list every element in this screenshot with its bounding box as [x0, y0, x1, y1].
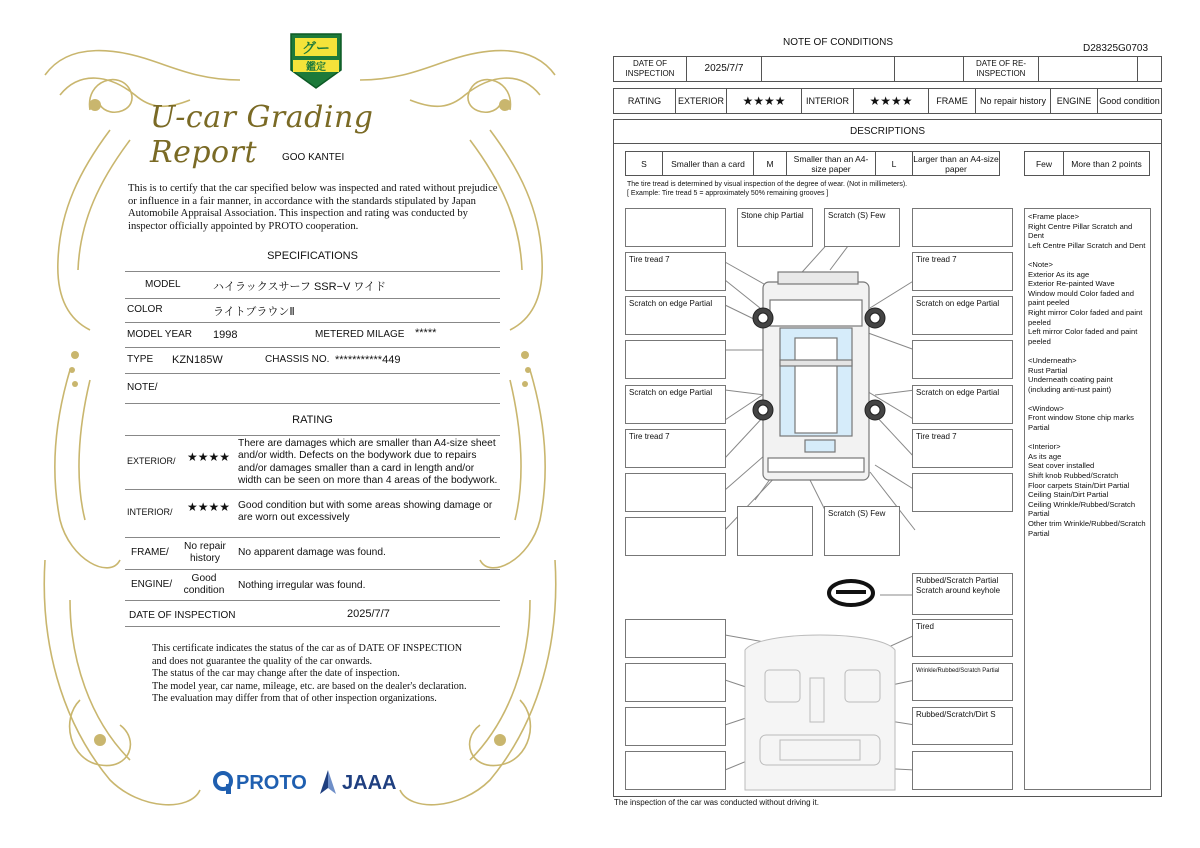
desc-box-scratch-edge-right-2: Scratch on edge Partial	[912, 385, 1013, 424]
color-label: COLOR	[127, 304, 163, 315]
spec-row-type	[125, 347, 500, 374]
desc-box-empty	[625, 208, 726, 247]
badge-top-text: グー	[302, 40, 330, 56]
engine-label: ENGINE	[1051, 89, 1098, 113]
tire-note	[627, 180, 907, 198]
badge-bottom-text: 鑑定	[306, 62, 326, 73]
re-inspection-label: DATE OF RE-INSPECTION	[964, 57, 1039, 81]
side-note-line: <Frame place>	[1028, 212, 1080, 221]
desc-box-scratch-few-top: Scratch (S) Few	[824, 208, 900, 247]
frame-value: No repair history	[976, 89, 1051, 113]
interior-label: INTERIOR	[802, 89, 854, 113]
model-value: ハイラックスサーフ SSR−V ワイド	[213, 281, 387, 293]
side-note-line: As its age	[1028, 451, 1062, 461]
side-note-line: Right Centre Pillar Scratch and Dent	[1028, 221, 1133, 241]
certification-text: This is to certify that the car specified below was inspected and rated without prejudice or influence in a fair manner, in accordance with the standards stipulated by Japan Automobile Appraisal Association. This inspection and rating was conducted by inspector officially appointed by PROTO cooperation.	[128, 183, 498, 232]
proto-logo-icon	[212, 770, 234, 796]
inspection-date-row	[613, 56, 1162, 82]
side-note-line: Shift knob Rubbed/Scratch	[1028, 471, 1119, 481]
side-note-line: Left Centre Pillar Scratch and Dent	[1028, 240, 1146, 250]
footer-line: The evaluation may differ from that of other inspection organizations.	[152, 693, 437, 704]
desc-box-tire-rear-right: Tire tread 7	[912, 429, 1013, 468]
descriptions-heading: DESCRIPTIONS	[613, 119, 1162, 144]
jaaa-logo: JAAA	[342, 772, 397, 794]
desc-box-steering: Rubbed/Scratch Partial Scratch around keyhole	[912, 573, 1013, 615]
side-note-line	[1028, 433, 1147, 443]
chassis-label: CHASSIS NO.	[265, 354, 330, 365]
legend-s-text: Smaller than a card	[663, 152, 754, 175]
mileage-label: METERED MILAGE	[315, 329, 405, 340]
specifications-heading: SPECIFICATIONS	[267, 250, 358, 262]
legend-m: M	[754, 152, 787, 175]
desc-box-empty	[912, 340, 1013, 379]
inspection-date-label: DATE OF INSPECTION	[129, 610, 236, 621]
re-inspection-date	[1039, 57, 1138, 81]
desc-box-scratch-few-bottom: Scratch (S) Few	[824, 506, 900, 556]
spec-row-note	[125, 373, 500, 404]
mileage-value: *****	[415, 327, 437, 339]
interior-text: Good condition but with some areas showing damage or are worn out excessively	[238, 500, 493, 524]
side-note-line: Ceiling Wrinkle/Rubbed/Scratch Partial	[1028, 499, 1136, 519]
desc-box-wrinkle: Wrinkle/Rubbed/Scratch Partial	[912, 663, 1013, 701]
rating-heading: RATING	[292, 414, 333, 426]
interior-stars: ★★★★	[854, 89, 929, 113]
side-note-line: Exterior As its age	[1028, 269, 1090, 279]
side-note-line: Left mirror Color faded and paint peeled	[1028, 327, 1138, 346]
side-note-line: Rust Partial	[1028, 365, 1068, 375]
few-legend	[1024, 151, 1150, 176]
rating-row-frame	[125, 537, 500, 570]
rating-row	[613, 88, 1162, 114]
side-notes-list	[1028, 212, 1147, 538]
rating-row-exterior	[125, 436, 500, 490]
desc-box-empty	[912, 751, 1013, 790]
desc-box-tire-front-right: Tire tread 7	[912, 252, 1013, 291]
desc-box-stone-chip: Stone chip Partial	[737, 208, 813, 247]
chassis-value: ***********449	[335, 354, 401, 366]
desc-box-tire-front-left: Tire tread 7	[625, 252, 726, 291]
type-value: KZN185W	[172, 354, 223, 366]
side-notes	[1024, 208, 1151, 790]
color-value: ライトブラウンⅡ	[213, 306, 295, 318]
engine-text: Nothing irregular was found.	[238, 580, 366, 591]
engine-value: Good condition	[183, 573, 225, 597]
desc-box-empty	[625, 517, 726, 556]
side-note-line: <Note>	[1028, 259, 1053, 269]
spec-row-color	[125, 298, 500, 323]
spec-row-year	[125, 322, 500, 348]
side-note-line: Seat cover installed	[1028, 461, 1095, 471]
legend-few-text: More than 2 points	[1071, 158, 1142, 169]
footer-line: The model year, car name, mileage, etc. are based on the dealer's declaration.	[152, 680, 467, 692]
exterior-stars: ★★★★	[727, 89, 802, 113]
side-note-line: <Interior>	[1028, 442, 1061, 452]
desc-box-empty	[625, 663, 726, 702]
footer-line: This certificate indicates the status of the car as of DATE OF INSPECTION and does not guarantee the quality of the car onwards.	[152, 643, 463, 667]
certificate-footer	[152, 643, 472, 706]
side-note-line	[1028, 394, 1147, 404]
blank-cell	[762, 57, 895, 81]
legend-m-text: Smaller than an A4-size paper	[787, 152, 876, 175]
org-name: GOO KANTEI	[282, 152, 345, 163]
goo-kantei-badge	[287, 30, 345, 92]
tire-note-line: The tire tread is determined by visual inspection of the degree of wear. (Not in millimeters).	[627, 181, 908, 188]
date-of-inspection-label: DATE OF INSPECTION	[614, 57, 687, 81]
side-note-line: <Window>	[1028, 403, 1064, 413]
interior-stars: ★★★★	[187, 500, 231, 514]
side-note-line	[1028, 250, 1147, 260]
inspection-date: 2025/7/7	[687, 57, 762, 81]
exterior-stars: ★★★★	[187, 450, 231, 464]
side-note-line: Right mirror Color faded and paint peeled	[1028, 307, 1143, 327]
side-note-line: Other trim Wrinkle/Rubbed/Scratch Partial	[1028, 519, 1146, 538]
steering-wheel-icon	[829, 581, 873, 605]
frame-label: FRAME	[929, 89, 976, 113]
exterior-label: EXTERIOR	[676, 89, 727, 113]
desc-box-empty	[625, 707, 726, 746]
legend-l-text: Larger than an A4-size paper	[913, 153, 999, 174]
rating-row-date	[125, 600, 500, 627]
rating-label: RATING	[614, 89, 676, 113]
interior-label: INTERIOR/	[127, 507, 173, 517]
inspection-footer: The inspection of the car was conducted without driving it.	[614, 798, 819, 807]
proto-logo: PROTO	[236, 772, 307, 794]
desc-box-empty	[912, 473, 1013, 512]
jaaa-logo-icon	[318, 768, 338, 796]
desc-box-tired: Tired	[912, 619, 1013, 657]
type-label: TYPE	[127, 354, 154, 365]
side-note-line: <Underneath>	[1028, 355, 1077, 365]
legend-s: S	[626, 152, 663, 175]
side-note-line: Window mould Color faded and paint peeled	[1028, 288, 1134, 308]
side-note-line: Ceiling Stain/Dirt Partial	[1028, 490, 1109, 500]
engine-label: ENGINE/	[131, 579, 173, 590]
side-note-line: Floor carpets Stain/Dirt Partial	[1028, 480, 1130, 490]
desc-box-tire-rear-left: Tire tread 7	[625, 429, 726, 468]
desc-box-scratch-edge-left-2: Scratch on edge Partial	[625, 385, 726, 424]
desc-box-empty	[625, 340, 726, 379]
desc-box-rubbed-dirt: Rubbed/Scratch/Dirt S	[912, 707, 1013, 745]
footer-line: The status of the car may change after the date of inspection.	[152, 668, 400, 679]
conditions-title: NOTE OF CONDITIONS	[783, 37, 893, 48]
side-note-line	[1028, 346, 1147, 356]
frame-text: No apparent damage was found.	[238, 547, 386, 558]
desc-box-scratch-edge-left-1: Scratch on edge Partial	[625, 296, 726, 335]
year-value: 1998	[213, 329, 238, 341]
desc-box-empty	[912, 208, 1013, 247]
report-code: D28325G0703	[1083, 43, 1149, 54]
rating-row-engine	[125, 569, 500, 601]
rating-row-interior	[125, 489, 500, 538]
desc-box-empty	[625, 619, 726, 658]
note-label: NOTE/	[127, 382, 158, 393]
desc-box-empty	[737, 506, 813, 556]
report-title: U-car Grading Report	[150, 100, 374, 170]
legend-l: L	[876, 152, 913, 175]
desc-box-scratch-edge-right-1: Scratch on edge Partial	[912, 296, 1013, 335]
inspection-date-value: 2025/7/7	[347, 608, 390, 620]
engine-value: Good condition	[1099, 96, 1160, 106]
side-note-line: Front window Stone chip marks Partial	[1028, 413, 1134, 433]
exterior-label: EXTERIOR/	[127, 456, 176, 466]
model-label: MODEL	[145, 279, 181, 290]
year-label: MODEL YEAR	[127, 329, 193, 340]
frame-value: No repair history	[184, 541, 226, 565]
desc-box-empty	[625, 473, 726, 512]
exterior-text: There are damages which are smaller than A4-size sheet and/or width. Defects on the bodywork due to repairs and/or damages smaller than a card in length and/or width can be seen on more than 4 areas of the bodywork.	[238, 438, 498, 486]
blank-cell	[895, 57, 964, 81]
desc-box-empty	[625, 751, 726, 790]
legend-few: Few	[1025, 152, 1064, 175]
frame-label: FRAME/	[131, 547, 169, 558]
spec-row-model	[125, 272, 500, 299]
size-legend	[625, 151, 1000, 176]
side-note-line: Underneath coating paint (including anti-rust paint)	[1028, 375, 1113, 394]
tire-example-line: [ Example: Tire tread 5 = approximately 50% remaining grooves ]	[627, 190, 829, 197]
side-note-line: Exterior Re-painted Wave	[1028, 279, 1115, 289]
